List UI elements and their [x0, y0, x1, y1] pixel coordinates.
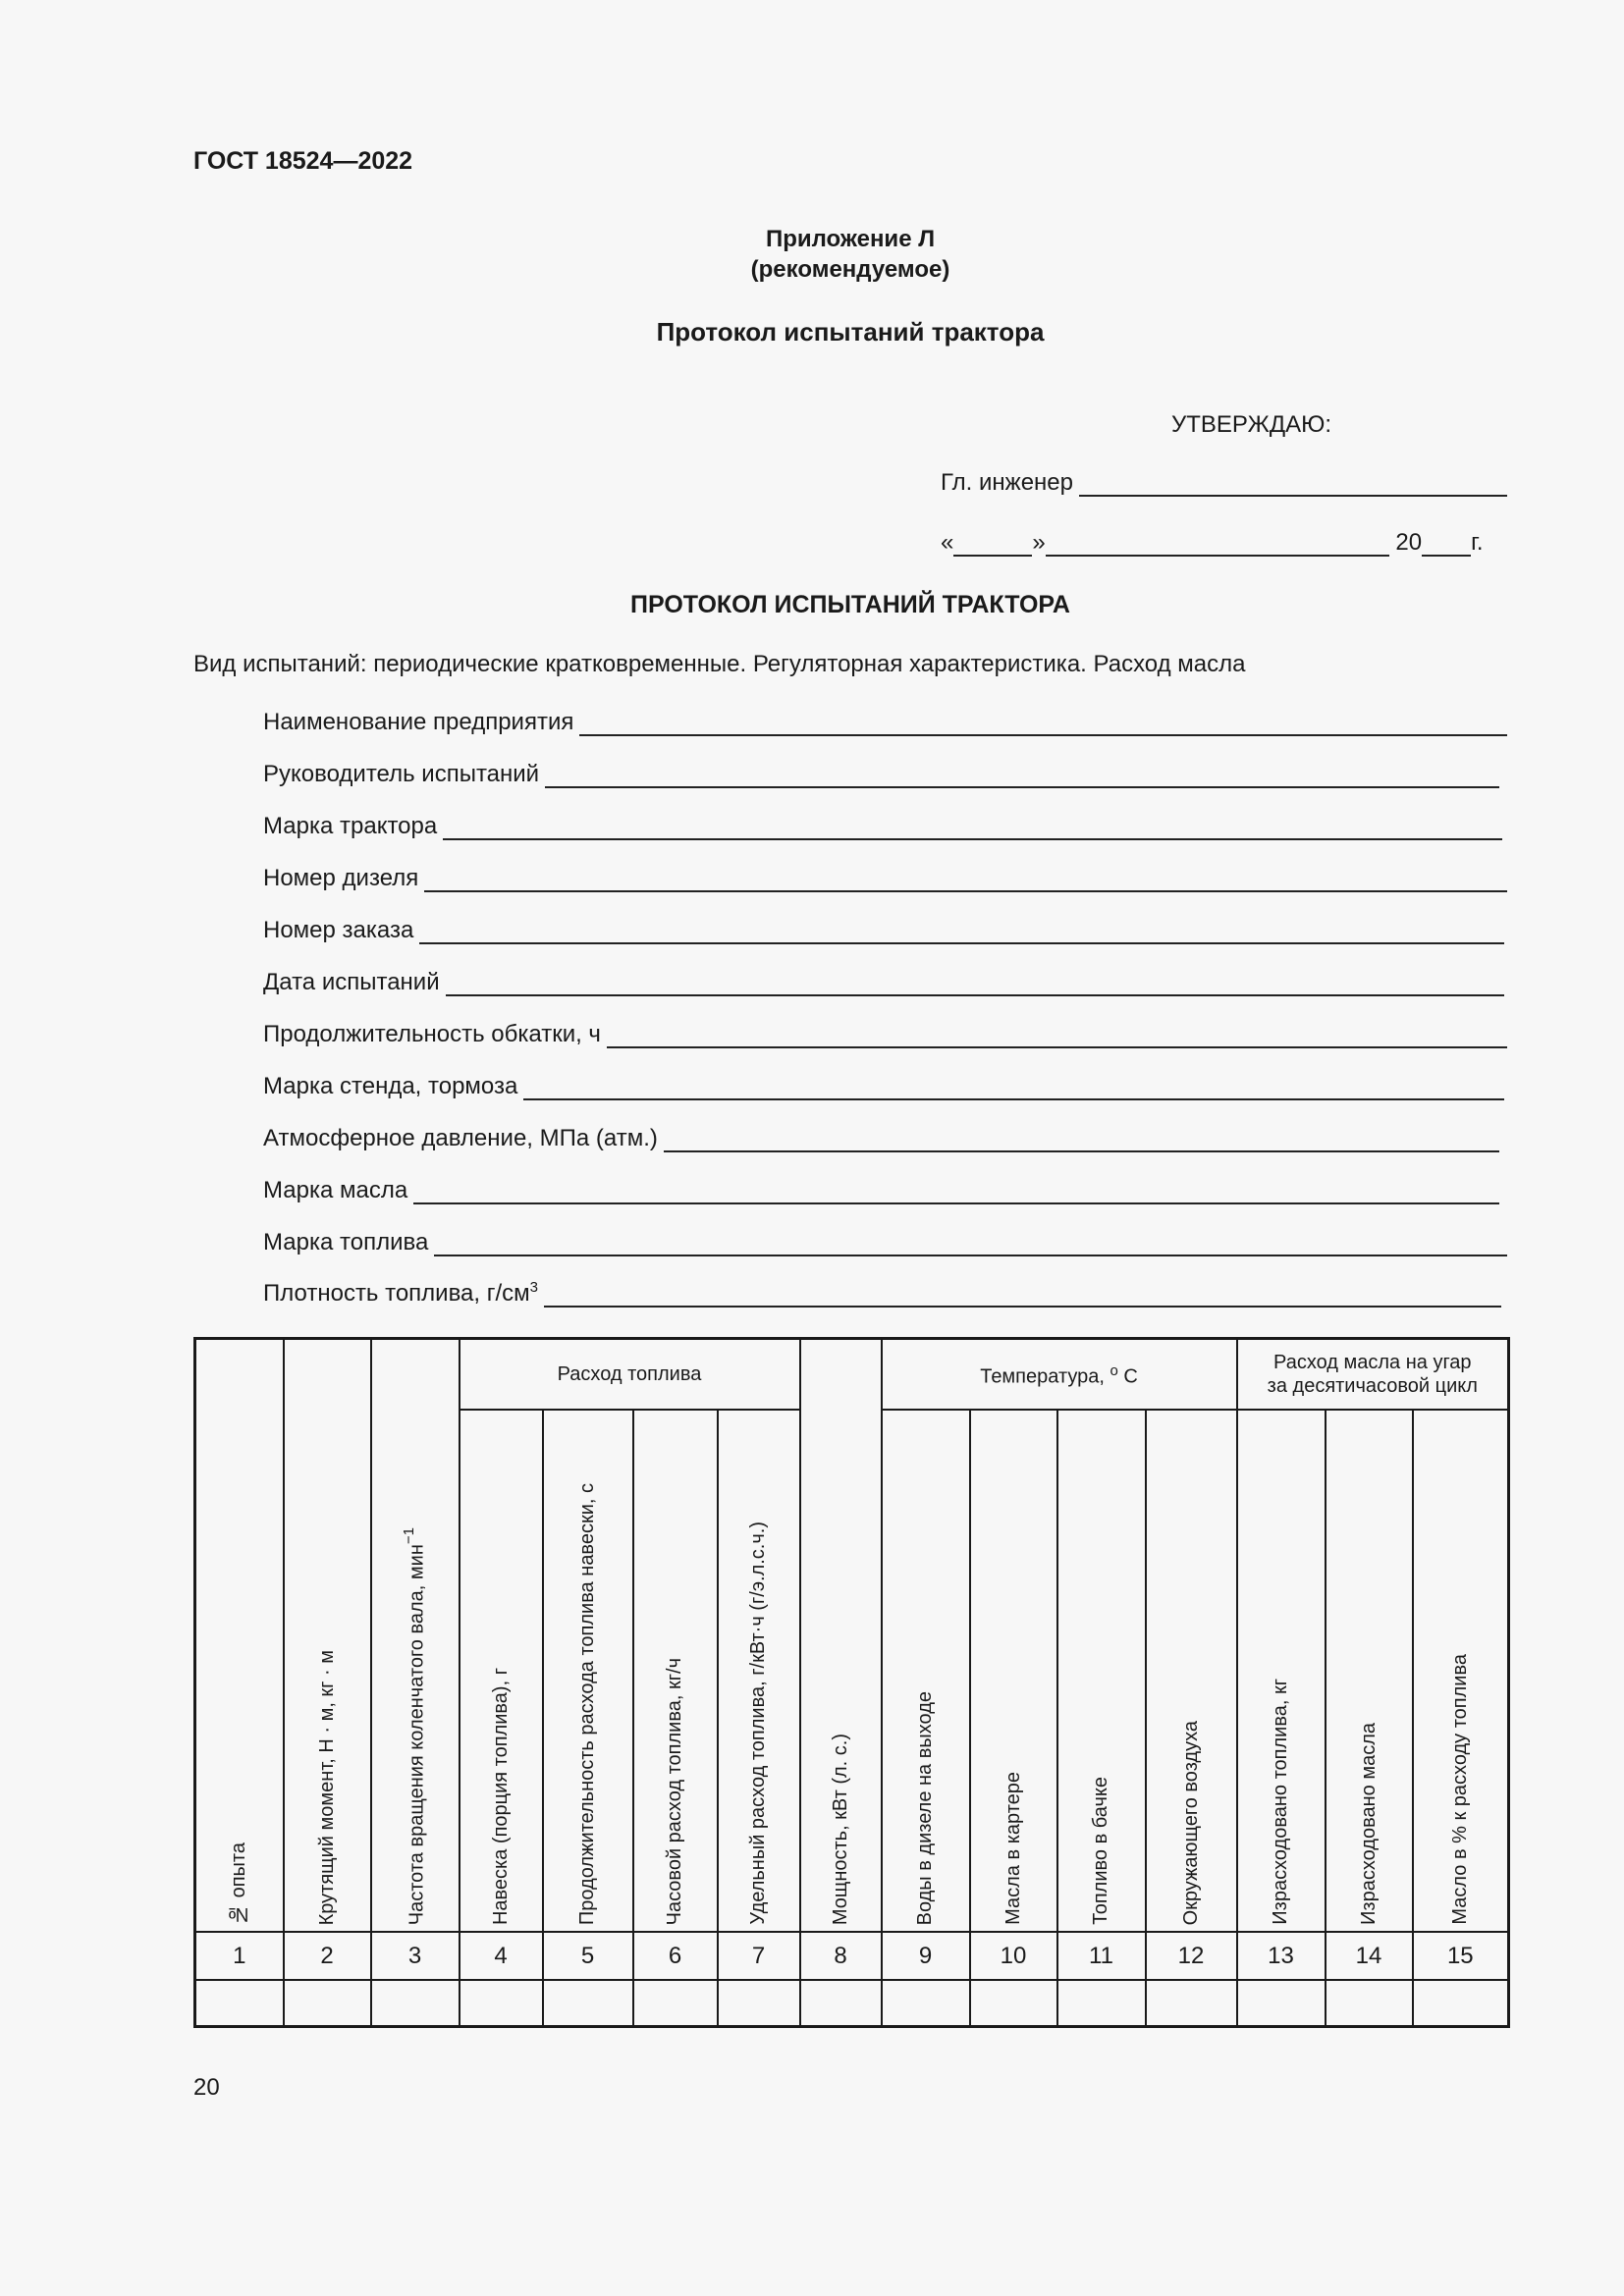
field-test-head: [263, 761, 1499, 788]
field-label: Номер дизеля: [263, 865, 419, 891]
date-open-quote: «: [941, 529, 954, 556]
col-header-15: [1413, 1410, 1509, 1932]
col-number: 15: [1413, 1932, 1509, 1980]
approve-date-line: [941, 529, 1507, 557]
table-cell[interactable]: [195, 1980, 284, 2027]
col-header-1: [195, 1339, 284, 1933]
table-cell[interactable]: [1413, 1980, 1509, 2027]
page-number: 20: [193, 2074, 220, 2101]
table-cell[interactable]: [633, 1980, 718, 2027]
table-cell[interactable]: [718, 1980, 800, 2027]
field-blank[interactable]: [523, 1073, 1504, 1100]
group-header-oil: [1237, 1339, 1509, 1411]
col-header-text: Часовой расход топлива, кг/ч: [664, 1657, 685, 1925]
table-row: [195, 1980, 1509, 2027]
col-header-text: Израсходовано топлива, кг: [1270, 1679, 1292, 1925]
date-close-quote: »: [1032, 529, 1046, 556]
field-blank[interactable]: [424, 865, 1507, 892]
field-run-in-duration: [263, 1021, 1507, 1048]
field-blank[interactable]: [544, 1280, 1501, 1308]
day-blank[interactable]: [953, 531, 1032, 557]
field-blank[interactable]: [664, 1125, 1499, 1152]
density-superscript: 3: [529, 1279, 539, 1296]
col-header-text: Крутящий момент, Н · м, кг · м: [315, 1649, 338, 1925]
col-header-text: Навеска (порция топлива), г: [489, 1667, 512, 1925]
col-header-11: [1057, 1410, 1146, 1932]
table-cell[interactable]: [882, 1980, 970, 2027]
col-header-text: № опыта: [228, 1842, 250, 1925]
field-label: Атмосферное давление, МПа (атм.): [263, 1125, 658, 1151]
oil-group-line1: Расход масла на угар: [1273, 1352, 1472, 1373]
standard-header: ГОСТ 18524—2022: [193, 147, 413, 175]
col-header-text: Израсходовано масла: [1357, 1723, 1380, 1925]
col-number: 13: [1237, 1932, 1326, 1980]
col-header-text: Частота вращения коленчатого вала, мин: [406, 1543, 428, 1925]
field-label: Номер заказа: [263, 917, 414, 943]
field-label: Дата испытаний: [263, 969, 440, 995]
col-header-text: Топливо в бачке: [1090, 1777, 1111, 1925]
col-header-text: Продолжительность расхода топлива навески, с: [576, 1482, 598, 1925]
col-header-text: Окружающего воздуха: [1179, 1720, 1202, 1925]
year-prefix: 20: [1395, 529, 1423, 556]
field-blank[interactable]: [413, 1177, 1499, 1204]
appendix-status: (рекомендуемое): [750, 256, 950, 283]
field-blank[interactable]: [434, 1229, 1507, 1256]
field-blank[interactable]: [545, 761, 1499, 788]
field-tractor-brand: [263, 813, 1502, 840]
appendix-title: Приложение Л: [765, 226, 936, 252]
field-label: Марка топлива: [263, 1229, 429, 1255]
col-number: 5: [543, 1932, 633, 1980]
field-pressure: [263, 1125, 1499, 1152]
test-kind: Вид испытаний: периодические кратковременные. Регуляторная характеристика. Расход масла: [193, 651, 1246, 677]
table-cell[interactable]: [800, 1980, 882, 2027]
field-label: Продолжительность обкатки, ч: [263, 1021, 601, 1047]
table-cell[interactable]: [460, 1980, 543, 2027]
group-header-temperature: [882, 1339, 1237, 1411]
field-enterprise: [263, 709, 1507, 736]
temp-unit: С: [1117, 1365, 1138, 1388]
engineer-label: Гл. инженер: [941, 469, 1073, 496]
field-label: Марка стенда, тормоза: [263, 1073, 518, 1099]
col-header-text-3: [401, 1514, 429, 1925]
field-order-number: [263, 917, 1504, 944]
col-header-8: [800, 1339, 882, 1933]
field-fuel-density: [263, 1279, 1501, 1308]
col-header-13: [1237, 1410, 1326, 1932]
field-test-date: [263, 969, 1504, 996]
document-title: Протокол испытаний трактора: [656, 317, 1045, 347]
col-header-9: [882, 1410, 970, 1932]
field-label: Наименование предприятия: [263, 709, 574, 735]
group-header-fuel: Расход топлива: [460, 1339, 800, 1411]
col-number: 7: [718, 1932, 800, 1980]
col-number: 2: [284, 1932, 371, 1980]
table-cell[interactable]: [1057, 1980, 1146, 2027]
col-number: 3: [371, 1932, 460, 1980]
table-cell[interactable]: [1146, 1980, 1237, 2027]
col-header-text: Мощность, кВт (л. с.): [829, 1733, 851, 1925]
field-label: Руководитель испытаний: [263, 761, 540, 787]
table-cell[interactable]: [970, 1980, 1057, 2027]
field-label: [263, 1279, 538, 1308]
col-header-12: [1146, 1410, 1237, 1932]
year-suffix: г.: [1471, 529, 1484, 556]
engineer-line: [941, 469, 1507, 497]
table-cell[interactable]: [543, 1980, 633, 2027]
col-header-5: [543, 1410, 633, 1932]
col-header-text: Масло в % к расходу топлива: [1448, 1654, 1471, 1925]
results-table: [193, 1337, 1510, 2028]
col-number: 8: [800, 1932, 882, 1980]
col-header-14: [1326, 1410, 1413, 1932]
col-number: 1: [195, 1932, 284, 1980]
col-number: 11: [1057, 1932, 1146, 1980]
engineer-blank[interactable]: [1079, 469, 1507, 497]
col-header-text: Удельный расход топлива, г/кВт·ч (г/э.л.с.ч.): [747, 1522, 769, 1925]
field-blank[interactable]: [446, 969, 1504, 996]
col-header-2: [284, 1339, 371, 1933]
col-header-superscript: −1: [401, 1526, 418, 1544]
field-diesel-number: [263, 865, 1507, 892]
approve-label: УТВЕРЖДАЮ:: [1171, 411, 1331, 438]
col-number: 12: [1146, 1932, 1237, 1980]
col-header-text: Воды в дизеле на выходе: [914, 1690, 936, 1925]
density-label-text: Плотность топлива, г/см: [263, 1280, 530, 1307]
table-cell[interactable]: [284, 1980, 371, 2027]
col-header-10: [970, 1410, 1057, 1932]
field-blank[interactable]: [443, 813, 1502, 840]
month-blank[interactable]: [1046, 531, 1389, 557]
table-cell[interactable]: [1237, 1980, 1326, 2027]
col-number: 14: [1326, 1932, 1413, 1980]
field-fuel-brand: [263, 1229, 1507, 1256]
col-header-4: [460, 1410, 543, 1932]
field-stand-brake: [263, 1073, 1504, 1100]
col-number: 4: [460, 1932, 543, 1980]
table-cell[interactable]: [1326, 1980, 1413, 2027]
table-cell[interactable]: [371, 1980, 460, 2027]
col-header-7: [718, 1410, 800, 1932]
oil-group-line2: за десятичасовой цикл: [1267, 1375, 1478, 1397]
col-header-3: [371, 1339, 460, 1933]
col-header-text: Масла в картере: [1001, 1772, 1024, 1925]
field-blank[interactable]: [579, 709, 1507, 736]
col-header-6: [633, 1410, 718, 1932]
field-oil-brand: [263, 1177, 1499, 1204]
field-blank[interactable]: [419, 917, 1504, 944]
col-number: 10: [970, 1932, 1057, 1980]
temp-degree: о: [1110, 1362, 1118, 1380]
field-label: Марка трактора: [263, 813, 438, 839]
year-blank[interactable]: [1422, 531, 1471, 557]
field-label: Марка масла: [263, 1177, 408, 1203]
protocol-title: ПРОТОКОЛ ИСПЫТАНИЙ ТРАКТОРА: [630, 591, 1070, 618]
col-number: 6: [633, 1932, 718, 1980]
col-number: 9: [882, 1932, 970, 1980]
temp-label: Температура,: [980, 1365, 1110, 1388]
field-blank[interactable]: [607, 1021, 1507, 1048]
